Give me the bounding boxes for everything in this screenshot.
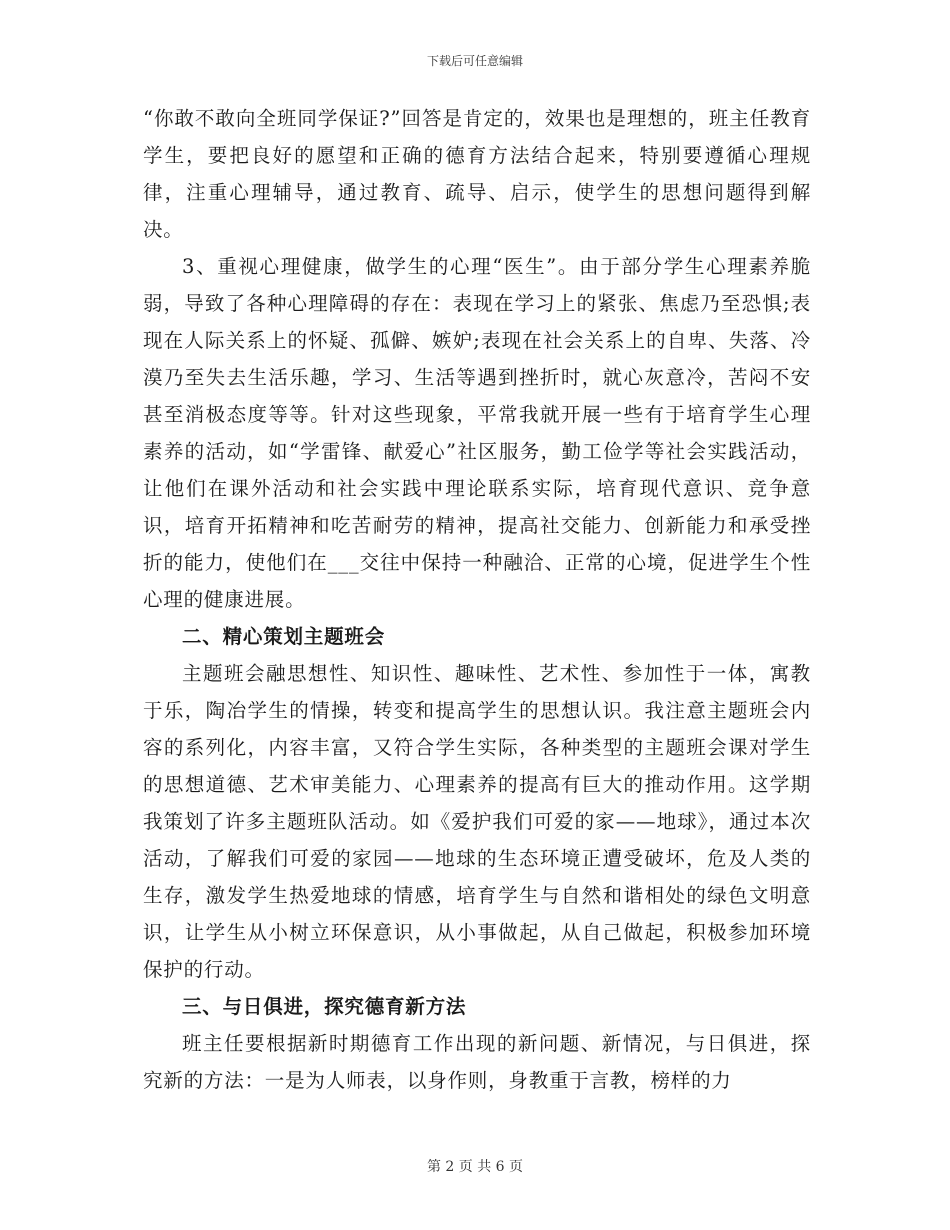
page-header: 下载后可任意编辑 bbox=[426, 54, 523, 68]
section-heading-3: 三、与日俱进，探究德育新方法 bbox=[182, 995, 467, 1018]
page-number: 第 2 页 共 6 页 bbox=[426, 1159, 524, 1175]
document-body bbox=[143, 100, 811, 1099]
section-heading-2: 二、精心策划主题班会 bbox=[182, 625, 386, 648]
paragraph-2: 3、重视心理健康，做学生的心理“医生”。由于部分学生心理素养脆弱，导致了各种心理障碍的存在：表现在学习上的紧张、焦虑乃至恐惧;表现在人际关系上的怀疑、孤僻、嫉妒;表现在社会关系上的自卑、失落、冷漠乃至失去生活乐趣，学习、生活等遇到挫折时，就心灰意冷，苦闷不安甚至消极态度等等。针对这些现象，平常我就开展一些有于培育学生心理素养的活动，如“学雷锋、献爱心”社区服务，勤工俭学等社会实践活动，让他们在课外活动和社会实践中理论联系实际，培育现代意识、竞争意识，培育开拓精神和吃苦耐劳的精神，提高社交能力、创新能力和承受挫折的能力，使他们在___交往中保持一种融洽、正常的心境，促进学生个性心理的健康进展。 bbox=[143, 255, 811, 611]
paragraph-3: 主题班会融思想性、知识性、趣味性、艺术性、参加性于一体，寓教于乐，陶冶学生的情操，转变和提高学生的思想认识。我注意主题班会内容的系列化，内容丰富，又符合学生实际，各种类型的主题班会课对学生的思想道德、艺术审美能力、心理素养的提高有巨大的推动作用。这学期我策划了许多主题班队活动。如《爱护我们可爱的家——地球》，通过本次活动，了解我们可爱的家园——地球的生态环境正遭受破坏，危及人类的生存，激发学生热爱地球的情感，培育学生与自然和谐相处的绿色文明意识，让学生从小树立环保意识，从小事做起，从自己做起，积极参加环境保护的行动。 bbox=[143, 662, 811, 981]
paragraph-4: 班主任要根据新时期德育工作出现的新问题、新情况，与日俱进，探究新的方法：一是为人师表，以身作则，身教重于言教，榜样的力 bbox=[143, 1032, 811, 1092]
paragraph-1: “你敢不敢向全班同学保证?”回答是肯定的，效果也是理想的，班主任教育学生，要把良好的愿望和正确的德育方法结合起来，特别要遵循心理规律，注重心理辅导，通过教育、疏导、启示，使学生的思想问题得到解决。 bbox=[143, 107, 811, 241]
